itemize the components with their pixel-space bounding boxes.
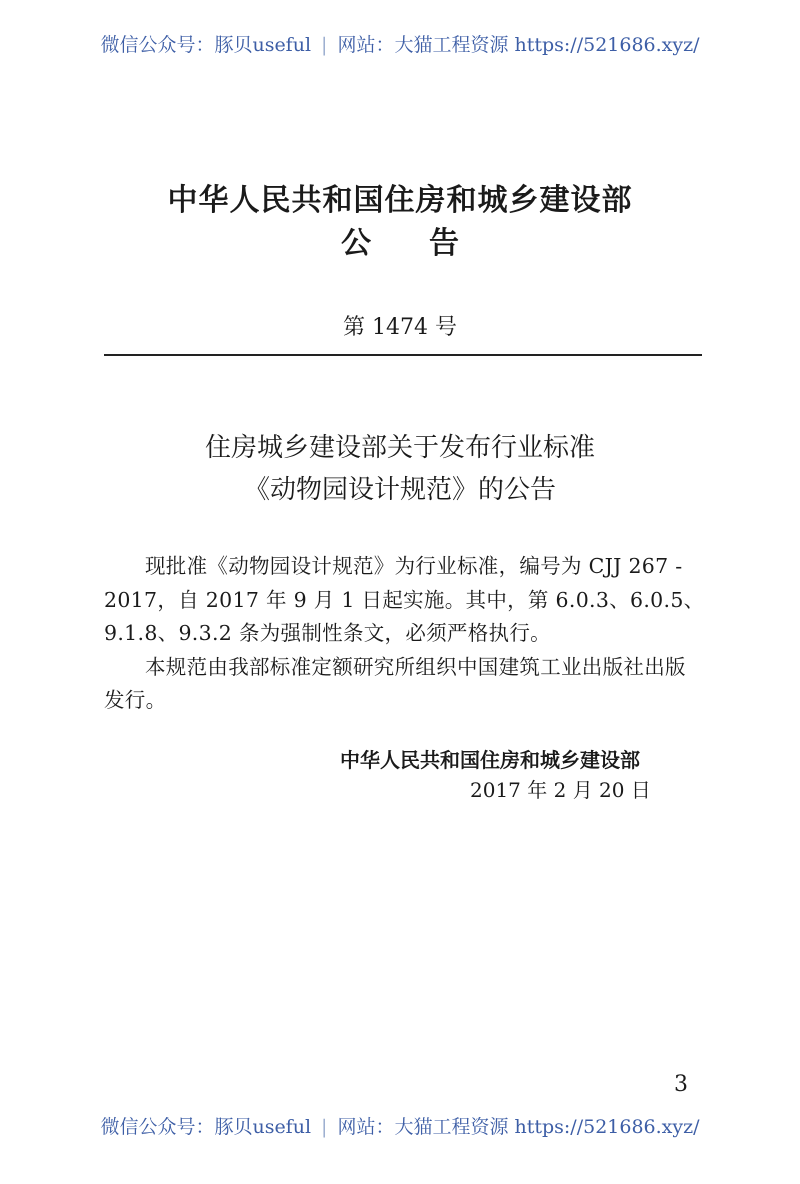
watermark-top <box>0 30 800 57</box>
watermark-wechat: 微信公众号：豚贝useful <box>100 1116 312 1138</box>
issuer-title: 中华人民共和国住房和城乡建设部 <box>167 183 633 218</box>
watermark-site: 网站：大猫工程资源 https://521686.xyz/ <box>337 34 700 56</box>
watermark-bottom <box>0 1112 800 1139</box>
body-line: 本规范由我部标准定额研究所组织中国建筑工业出版社出版 <box>145 655 686 679</box>
body-line: 2017，自 2017 年 9 月 1 日起实施。其中，第 6.0.3、6.0.5、 <box>104 588 705 612</box>
doc-type-heading: 公告 <box>341 226 517 261</box>
body-line: 现批准《动物园设计规范》为行业标准，编号为 CJJ 267 - <box>145 554 683 578</box>
signature-org: 中华人民共和国住房和城乡建设部 <box>340 748 640 772</box>
subtitle-line-2: 《动物园设计规范》的公告 <box>243 475 556 505</box>
announcement-number: 第 1474 号 <box>343 315 457 340</box>
body-line: 9.1.8、9.3.2 条为强制性条文，必须严格执行。 <box>104 621 551 645</box>
watermark-site: 网站：大猫工程资源 https://521686.xyz/ <box>337 1116 700 1138</box>
divider-rule <box>104 354 702 356</box>
page-number: 3 <box>674 1072 688 1097</box>
watermark-wechat: 微信公众号：豚贝useful <box>100 34 312 56</box>
subtitle-line-1: 住房城乡建设部关于发布行业标准 <box>204 433 595 463</box>
body-line: 发行。 <box>104 688 167 712</box>
signature-date: 2017 年 2 月 20 日 <box>470 778 651 802</box>
watermark-separator: | <box>321 34 328 56</box>
watermark-separator: | <box>321 1116 328 1138</box>
